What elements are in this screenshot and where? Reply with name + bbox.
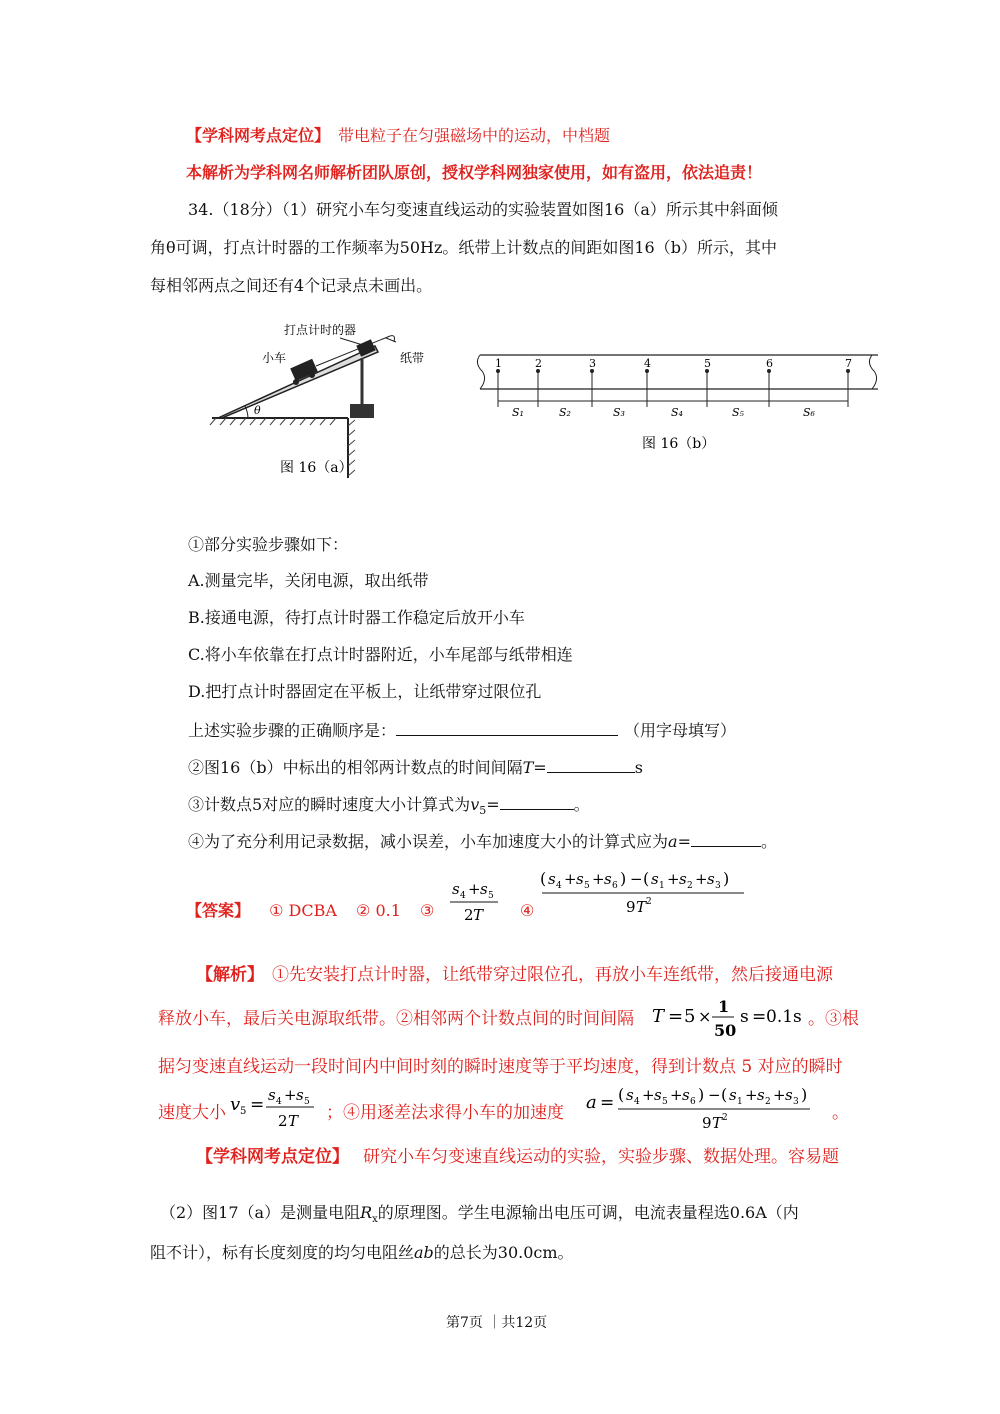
svg-text:): ): [723, 869, 730, 888]
svg-text:3: 3: [793, 1097, 799, 1107]
kaodian-line-2: [196, 1142, 839, 1167]
svg-text:5: 5: [240, 1106, 247, 1117]
svg-text:T: T: [288, 1112, 299, 1130]
svg-text:s: s: [682, 1086, 690, 1104]
step-b: B.接通电源，待打点计时器工作稳定后放开小车: [188, 608, 525, 627]
svg-text:s: s: [654, 1086, 662, 1104]
q4-eq: =: [677, 832, 691, 851]
step-d: D.把打点计时器固定在平板上，让纸带穿过限位孔: [188, 682, 542, 701]
q4-prefix: ④为了充分利用记录数据，减小误差，小车加速度大小的计算式应为: [188, 832, 669, 851]
svg-text:s: s: [296, 1086, 304, 1104]
q4-blank: [691, 830, 761, 847]
figure-16a-caption: 图 16（a）: [280, 460, 353, 476]
svg-text:T: T: [636, 898, 647, 916]
problem34-line2: 角θ可调，打点计时器的工作频率为50Hz。纸带上计数点的间距如图16（b）所示，其中: [150, 238, 777, 257]
kaodian-line-1: [186, 126, 610, 146]
svg-text:3: 3: [715, 881, 721, 891]
svg-text:2: 2: [687, 881, 693, 891]
point-label-5: 5: [704, 357, 711, 370]
svg-text:4: 4: [276, 1097, 282, 1107]
order-suffix: （用字母填写）: [624, 721, 737, 740]
q3-sub: 5: [479, 804, 487, 818]
svg-text:+: +: [592, 870, 605, 888]
q3-line: [188, 793, 590, 821]
analysis-text-2a: 释放小车，最后关电源取纸带。②相邻两个计数点间的时间间隔: [158, 1009, 634, 1029]
q2-eq: =: [533, 758, 547, 777]
svg-text:−: −: [630, 870, 643, 888]
figure-16b-caption: 图 16（b）: [642, 436, 716, 452]
svg-text:+: +: [468, 880, 481, 898]
page-footer: 第7页 ｜共12页: [446, 1315, 548, 1331]
analysis-text-2b: 。③根: [808, 1009, 859, 1029]
point-label-3: 3: [589, 357, 596, 370]
answer-tag: 【答案】: [186, 901, 251, 920]
svg-text:4: 4: [634, 1097, 640, 1107]
formula-t: [650, 992, 810, 1048]
order-blank: [396, 719, 618, 736]
point-label-7: 7: [845, 357, 852, 370]
svg-text:2: 2: [646, 897, 652, 907]
kaodian2-tag: 【学科网考点定位】: [196, 1147, 349, 1167]
label-timer: 打点计时的器: [284, 323, 357, 337]
svg-text:9: 9: [702, 1114, 712, 1132]
svg-text:2: 2: [278, 1112, 288, 1130]
q2-line: [188, 756, 643, 778]
figure-16b: [470, 345, 880, 465]
order-question: [188, 719, 736, 741]
q3-end: 。: [573, 795, 590, 814]
figure-16a: [200, 318, 450, 488]
svg-text:(: (: [643, 869, 650, 888]
svg-text:5: 5: [584, 881, 590, 891]
svg-text:−: −: [708, 1086, 721, 1104]
analysis-line1: [196, 960, 833, 985]
svg-text:6: 6: [690, 1097, 696, 1107]
svg-text:4: 4: [556, 881, 562, 891]
svg-text:s: s: [729, 1086, 737, 1104]
step-c: C.将小车依靠在打点计时器附近，小车尾部与纸带相连: [188, 645, 573, 664]
svg-text:s: s: [707, 870, 715, 888]
svg-text:×: ×: [698, 1007, 712, 1026]
analysis-text-4b: ；④用逐差法求得小车的加速度: [326, 1103, 564, 1123]
segment-label-s2: S₂: [559, 406, 571, 419]
label-tape: 纸带: [400, 351, 425, 365]
svg-text:4: 4: [460, 891, 466, 901]
point-label-2: 2: [535, 357, 542, 370]
formula-a: [584, 1078, 844, 1142]
svg-text:5: 5: [488, 891, 494, 901]
svg-text:s: s: [604, 870, 612, 888]
svg-text:0.1s: 0.1s: [766, 1007, 802, 1027]
part2-line2: [150, 1243, 574, 1263]
label-cart: 小车: [262, 351, 287, 365]
formula-v5: [228, 1080, 328, 1140]
q3-prefix: ③计数点5对应的瞬时速度大小计算式为: [188, 795, 471, 814]
segment-label-s6: S₆: [803, 406, 815, 419]
answer-formula-a: [540, 862, 760, 924]
q2-blank: [547, 756, 635, 773]
part2-line1: [160, 1203, 799, 1230]
svg-text:s: s: [757, 1086, 765, 1104]
svg-text:1: 1: [737, 1097, 743, 1107]
svg-text:5: 5: [662, 1097, 668, 1107]
step-a: A.测量完毕，关闭电源，取出纸带: [188, 571, 429, 590]
svg-text:s: s: [548, 870, 556, 888]
q3-var: v: [470, 795, 480, 814]
q2-var: T: [522, 758, 534, 777]
svg-text:s: s: [679, 870, 687, 888]
answer-formula-v5: [448, 876, 508, 930]
svg-text:s: s: [785, 1086, 793, 1104]
svg-text:): ): [698, 1085, 705, 1104]
answer-3-marker: ③: [419, 901, 435, 920]
part2-text-2a: 阻不计），标有长度刻度的均匀电阻丝: [150, 1243, 415, 1262]
answer-line: [186, 901, 434, 921]
copyright-notice: 本解析为学科网名师解析团队原创，授权学科网独家使用，如有盗用，依法追责！: [186, 163, 763, 182]
svg-text:T: T: [652, 1006, 665, 1027]
answer-2: ② 0.1: [356, 901, 401, 920]
kaodian2-text: 研究小车匀变速直线运动的实验，实验步骤、数据处理。容易题: [363, 1147, 839, 1167]
svg-text:): ): [801, 1085, 808, 1104]
svg-text:+: +: [773, 1086, 786, 1104]
svg-text:5: 5: [304, 1097, 310, 1107]
svg-text:2: 2: [765, 1097, 771, 1107]
analysis-line3: 据匀变速直线运动一段时间内中间时刻的瞬时速度等于平均速度，得到计数点 5 对应的瞬时: [158, 1057, 843, 1077]
svg-text:6: 6: [612, 881, 618, 891]
svg-text:9: 9: [626, 898, 636, 916]
svg-text:+: +: [695, 870, 708, 888]
segment-label-s3: S₃: [613, 406, 625, 419]
svg-text:5: 5: [684, 1006, 696, 1027]
svg-text:a: a: [586, 1092, 597, 1113]
q2-unit: s: [634, 758, 643, 777]
svg-text:=: =: [752, 1007, 767, 1027]
svg-text:(: (: [618, 1085, 625, 1104]
svg-text:s: s: [268, 1086, 276, 1104]
analysis-text-4c: 。: [832, 1103, 849, 1123]
order-prefix: 上述实验步骤的正确顺序是：: [188, 721, 397, 740]
svg-text:2: 2: [464, 906, 474, 924]
q4-end: 。: [760, 832, 777, 851]
part2-var-r: R: [360, 1203, 373, 1222]
svg-text:+: +: [642, 1086, 655, 1104]
svg-text:1: 1: [718, 997, 730, 1016]
svg-text:s: s: [626, 1086, 634, 1104]
q4-line: [188, 830, 777, 852]
q4-var: a: [668, 832, 678, 851]
analysis-tag: 【解析】: [196, 965, 264, 985]
part2-var-ab: ab: [414, 1243, 434, 1262]
svg-text:): ): [620, 869, 627, 888]
point-label-1: 1: [495, 357, 502, 370]
svg-text:(: (: [721, 1085, 728, 1104]
part2-text-1a: （2）图17（a）是测量电阻: [160, 1203, 361, 1222]
svg-text:s: s: [452, 880, 460, 898]
svg-text:s: s: [576, 870, 584, 888]
q2-prefix: ②图16（b）中标出的相邻两计数点的时间间隔: [188, 758, 523, 777]
svg-text:+: +: [745, 1086, 758, 1104]
svg-text:s: s: [651, 870, 659, 888]
svg-text:2: 2: [722, 1113, 728, 1123]
svg-text:=: =: [600, 1093, 615, 1113]
svg-text:=: =: [668, 1006, 684, 1027]
kaodian-tag: 【学科网考点定位】: [186, 126, 331, 145]
svg-text:1: 1: [659, 881, 665, 891]
svg-text:s: s: [740, 1007, 749, 1027]
analysis-text-4a: 速度大小: [158, 1103, 226, 1123]
point-label-4: 4: [644, 357, 651, 370]
part2-sub-x: x: [372, 1214, 378, 1226]
q3-eq: =: [486, 795, 500, 814]
svg-text:+: +: [670, 1086, 683, 1104]
problem34-line1: 34.（18分）（1）研究小车匀变速直线运动的实验装置如图16（a）所示其中斜面倾: [188, 200, 778, 219]
segment-label-s4: S₄: [671, 406, 683, 419]
analysis-line2: [158, 1004, 634, 1029]
svg-text:s: s: [480, 880, 488, 898]
answer-4-marker: ④: [520, 901, 535, 920]
analysis-text-1: ①先安装打点计时器，让纸带穿过限位孔，再放小车连纸带，然后接通电源: [272, 965, 833, 985]
part2-text-1b: 的原理图。学生电源输出电压可调，电流表量程选0.6A（内: [377, 1203, 799, 1222]
svg-text:(: (: [540, 869, 547, 888]
point-label-6: 6: [766, 357, 773, 370]
svg-text:50: 50: [714, 1021, 737, 1040]
q3-blank: [500, 793, 574, 810]
kaodian-text: 带电粒子在匀强磁场中的运动，中档题: [338, 126, 611, 145]
segment-label-s5: S₅: [732, 406, 744, 419]
svg-text:v: v: [230, 1094, 241, 1115]
part2-text-2b: 的总长为30.0cm。: [433, 1243, 574, 1262]
label-theta: θ: [254, 404, 261, 417]
svg-text:T: T: [712, 1114, 723, 1132]
svg-text:T: T: [473, 906, 484, 924]
svg-text:+: +: [284, 1086, 297, 1104]
svg-text:+: +: [564, 870, 577, 888]
steps-intro: ①部分实验步骤如下：: [188, 535, 349, 554]
problem34-line3: 每相邻两点之间还有4个记录点未画出。: [150, 276, 433, 295]
svg-text:+: +: [667, 870, 680, 888]
svg-text:=: =: [250, 1095, 265, 1115]
segment-label-s1: S₁: [512, 406, 524, 419]
answer-1: ① DCBA: [269, 901, 337, 920]
